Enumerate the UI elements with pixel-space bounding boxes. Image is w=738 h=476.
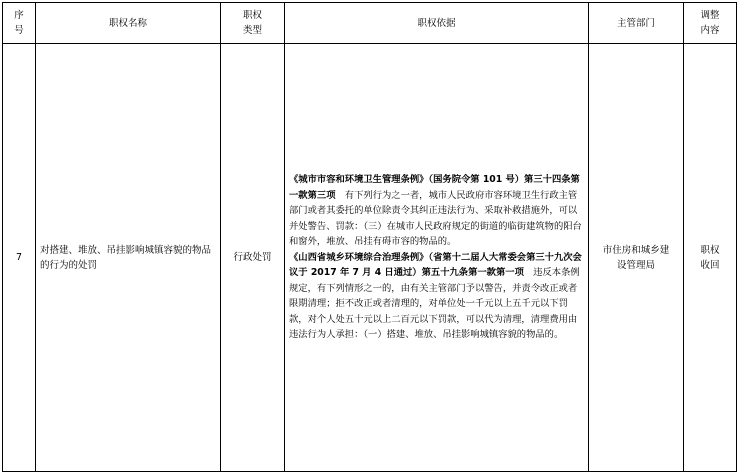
header-dept: 主管部门 <box>589 3 684 44</box>
cell-basis <box>285 44 589 472</box>
header-basis: 职权依据 <box>285 3 589 44</box>
cell-seq: 7 <box>3 44 36 472</box>
basis-1-text: 有下列行为之一者，城市人民政府市容环境卫生行政主管部门或者其委托的单位除责令其纠正违法行为、采取补救措施外，可以并处警告、罚款：（三）在城市人民政府规定的街道的临街建筑物的阳台和窗外，堆放、吊挂有碍市容的物品的。 <box>289 189 582 248</box>
basis-2-title: 《山西省城乡环境综合治理条例》（省第十二届人大常委会第三十九次会议于 2017 年 7 月 4 日通过）第五十九条第一款第一项 <box>289 251 582 279</box>
cell-adjust: 职权 收回 <box>684 44 737 472</box>
basis-1-title: 《城市市容和环境卫生管理条例》（国务院令第 101 号）第三十四条第一款第三项 <box>289 174 580 201</box>
basis-2-text: 违反本条例规定，有下列情形之一的，由有关主管部门予以警告，并责令改正或者限期清理；拒不改正或者清理的，对单位处一千元以上五千元以下罚款，对个人处五十元以上二百元以下罚款，可以代为清理，清理费用由违法行为人承担：（一）搭建、堆放、吊挂影响城镇容貌的物品的。 <box>289 267 580 341</box>
cell-dept: 市住房和城乡建 设管理局 <box>589 44 684 472</box>
header-row <box>3 3 737 44</box>
basis-paragraph-1 <box>289 172 585 250</box>
authority-table <box>2 2 737 472</box>
basis-paragraph-2 <box>289 250 585 343</box>
header-type: 职权 类型 <box>221 3 285 44</box>
cell-type: 行政处罚 <box>221 44 285 472</box>
header-name: 职权名称 <box>36 3 221 44</box>
cell-name: 对搭建、堆放、吊挂影响城镇容貌的物品的行为的处罚 <box>36 44 221 472</box>
table-row <box>3 44 737 472</box>
header-seq: 序 号 <box>3 3 36 44</box>
header-adjust: 调整 内容 <box>684 3 737 44</box>
